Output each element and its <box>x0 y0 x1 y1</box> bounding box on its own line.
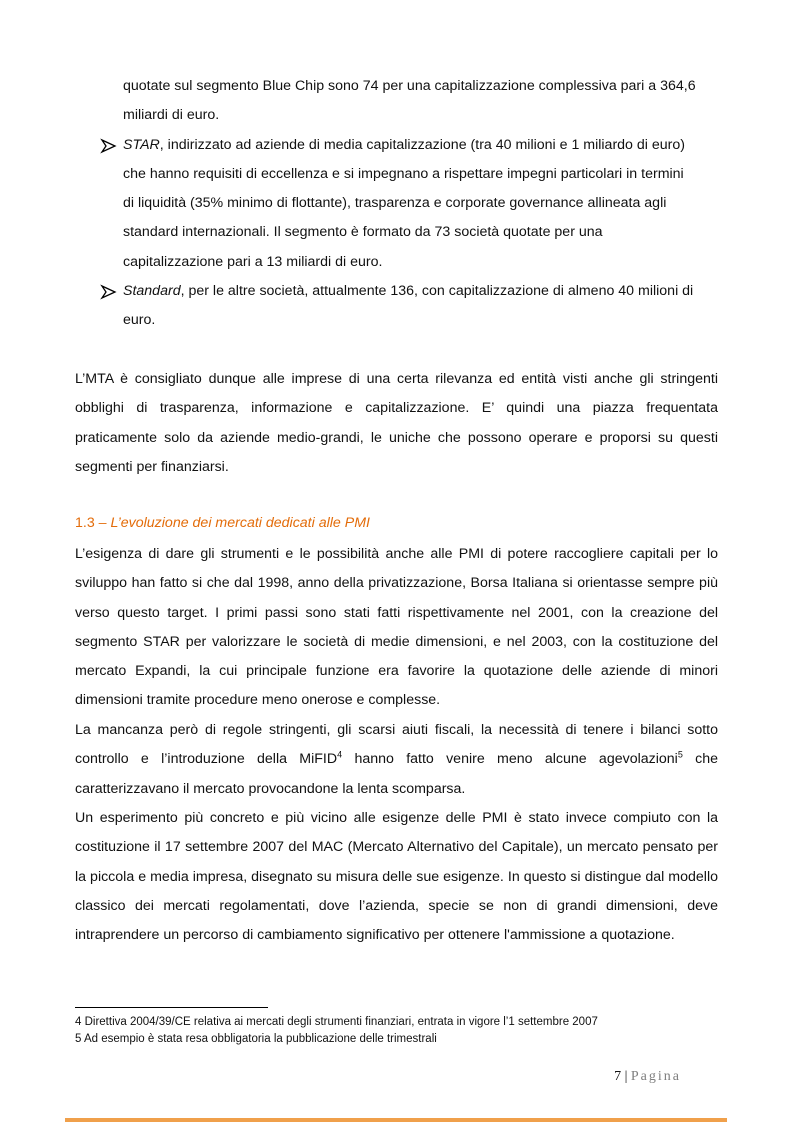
paragraph-2-text-b: hanno fatto venire meno alcune agevolazioni <box>342 751 678 768</box>
star-bullet-line-3: di liquidità (35% minimo di flottante), trasparenza e corporate governance allineata agli <box>123 195 667 211</box>
footer-rule <box>65 1118 727 1122</box>
star-bullet-line-5: capitalizzazione pari a 13 miliardi di euro. <box>123 254 383 270</box>
standard-bullet-line-2: euro. <box>123 312 156 328</box>
footnote-separator <box>75 1007 268 1008</box>
star-label: STAR <box>123 137 160 153</box>
footnote-ref-4: 4 <box>337 749 343 760</box>
arrow-bullet-icon <box>100 284 118 300</box>
footer-separator: | <box>624 1069 628 1084</box>
arrow-bullet-icon <box>100 138 118 154</box>
bluechip-continuation-line-1: quotate sul segmento Blue Chip sono 74 per una capitalizzazione complessiva pari a 364,6 <box>123 78 696 94</box>
star-bullet-line-1 <box>123 131 718 160</box>
footnote-ref-5: 5 <box>677 749 683 760</box>
paragraph-2 <box>75 716 718 804</box>
paragraph-3: Un esperimento più concreto e più vicino alle esigenze delle PMI è stato invece compiuto con la costituzione il 17 settembre 2007 del MAC (Mercato Alternativo del Capitale), un mercato pensato per la piccola e media impresa, disegnato su misura delle sue esigenze. In questo si distingue dal modello classico dei mercati regolamentati, dove l’azienda, specie se non di grandi dimensioni, deve intraprendere un percorso di cambiamento significativo per ottenere l'ammissione a quotazione. <box>75 810 718 944</box>
standard-bullet-line-1 <box>123 277 718 306</box>
section-title: – L’evoluzione dei mercati dedicati alle PMI <box>94 515 370 531</box>
paragraph-2-text-c: che caratterizzavano il mercato provocandone la lenta scomparsa. <box>75 751 719 797</box>
footer-page-word: Pagina <box>630 1069 681 1084</box>
section-number: 1.3 <box>75 515 95 531</box>
star-text: , indirizzato ad aziende di media capitalizzazione (tra 40 milioni e 1 miliardo di euro) <box>159 137 685 153</box>
standard-text: , per le altre società, attualmente 136, con capitalizzazione di almeno 40 milioni di <box>180 283 694 299</box>
mta-paragraph: L’MTA è consigliato dunque alle imprese di una certa rilevanza ed entità visti anche gli stringenti obblighi di trasparenza, informazione e capitalizzazione. E’ quindi una piazza frequentata praticamente solo da aziende medio-grandi, le uniche che possono operare e proporsi su questi segmenti per finanziarsi. <box>75 371 718 475</box>
page-number: 7 <box>614 1069 622 1084</box>
section-heading <box>75 515 370 531</box>
star-bullet-line-2: che hanno requisiti di eccellenza e si impegnano a rispettare impegni particolari in termini <box>123 166 684 182</box>
standard-label: Standard <box>123 283 181 299</box>
footnote-5: 5 Ad esempio è stata resa obbligatoria la pubblicazione delle trimestrali <box>75 1033 437 1045</box>
bluechip-continuation-line-2: miliardi di euro. <box>123 107 220 123</box>
paragraph-1: L’esigenza di dare gli strumenti e le possibilità anche alle PMI di potere raccogliere capitali per lo sviluppo han fatto si che dal 1998, anno della privatizzazione, Borsa Italiana si orientasse sempre più verso questo target. I primi passi sono stati fatti rispettivamente nel 2001, con la creazione del segmento STAR per valorizzare le società di medie dimensioni, e nel 2003, con la costituzione del mercato Expandi, la cui principale funzione era favorire la quotazione delle aziende di minori dimensioni tramite procedure meno onerose e complesse. <box>75 546 718 709</box>
paragraph-2-text-a: La mancanza però di regole stringenti, gli scarsi aiuti fiscali, la necessità di tenere i bilanci sotto controllo e l’introduzione della MiFID <box>75 722 718 768</box>
page-footer <box>614 1069 681 1085</box>
footnote-4: 4 Direttiva 2004/39/CE relativa ai mercati degli strumenti finanziari, entrata in vigore l’1 settembre 2007 <box>75 1016 598 1028</box>
star-bullet-line-4: standard internazionali. Il segmento è formato da 73 società quotate per una <box>123 224 603 240</box>
